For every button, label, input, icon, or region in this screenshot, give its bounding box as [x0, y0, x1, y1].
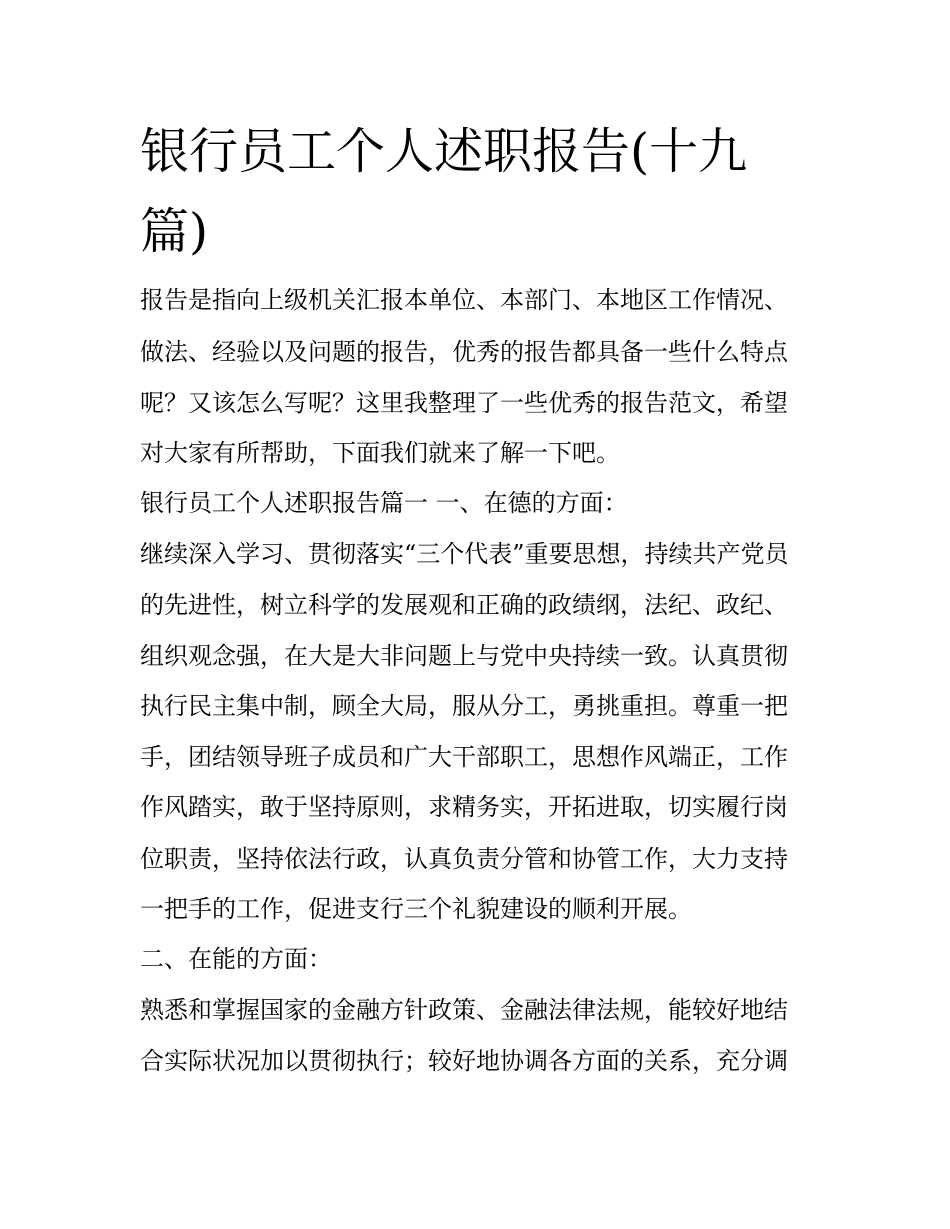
document-title: 银行员工个人述职报告(十九篇) — [140, 123, 748, 260]
body-line: 对大家有所帮助，下面我们就来了解一下吧。 — [140, 439, 620, 467]
body-line: 熟悉和掌握国家的金融方针政策、金融法律法规，能较好地结 — [140, 996, 788, 1024]
body-line: 的先进性，树立科学的发展观和正确的政绩纲，法纪、政纪、 — [140, 591, 788, 619]
body-line: 继续深入学习、贯彻落实“三个代表”重要思想，持续共产党员 — [140, 540, 789, 568]
body-line: 报告是指向上级机关汇报本单位、本部门、本地区工作情况、 — [140, 286, 788, 314]
section-heading: 二、在能的方面： — [140, 945, 332, 973]
body-line: 组织观念强，在大是大非问题上与党中央持续一致。认真贯彻 — [140, 642, 788, 670]
body-line: 手，团结领导班子成员和广大干部职工，思想作风端正，工作 — [140, 743, 788, 771]
section-heading: 银行员工个人述职报告篇一 一、在德的方面： — [140, 489, 628, 517]
body-line: 做法、经验以及问题的报告，优秀的报告都具备一些什么特点 — [140, 338, 788, 366]
body-line: 作风踏实，敢于坚持原则，求精务实，开拓进取，切实履行岗 — [140, 793, 788, 821]
body-line: 一把手的工作，促进支行三个礼貌建设的顺利开展。 — [140, 895, 692, 923]
body-line: 执行民主集中制，顾全大局，服从分工，勇挑重担。尊重一把 — [140, 692, 788, 720]
body-line: 呢？又该怎么写呢？这里我整理了一些优秀的报告范文，希望 — [140, 389, 788, 417]
body-line: 合实际状况加以贯彻执行；较好地协调各方面的关系，充分调 — [140, 1047, 788, 1075]
body-line: 位职责，坚持依法行政，认真负责分管和协管工作，大力支持 — [140, 845, 788, 873]
